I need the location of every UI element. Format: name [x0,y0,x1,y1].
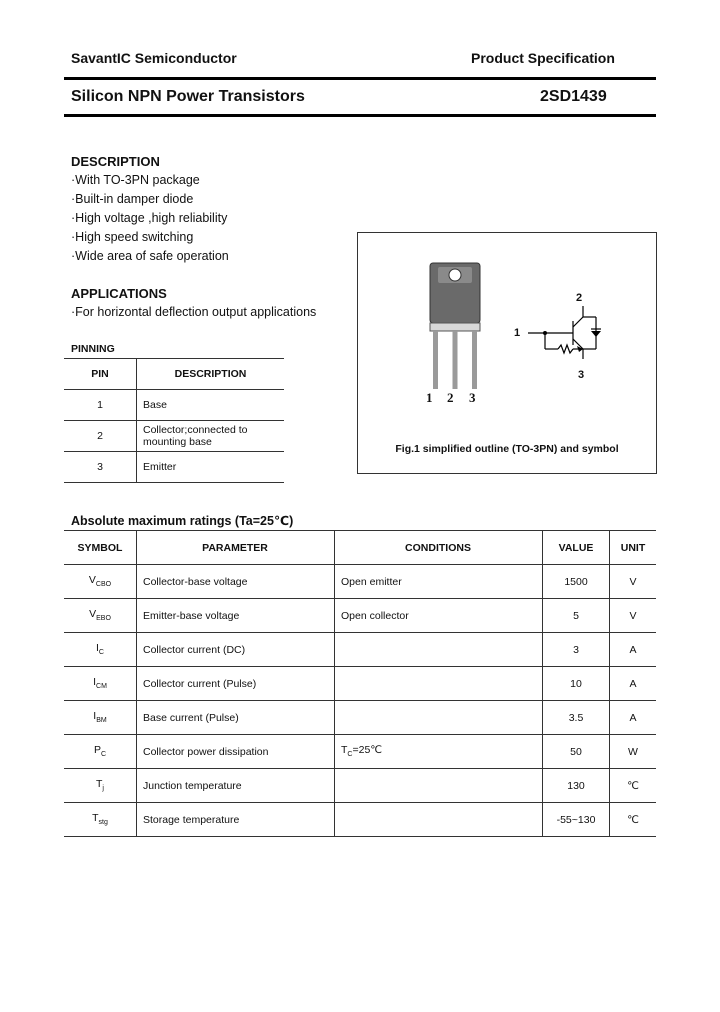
to3pn-package-illustration [358,233,656,433]
parameter-cell: Base current (Pulse) [137,701,335,735]
value-cell: 10 [543,667,610,701]
pin-header: PIN [64,359,137,390]
unit-cell: ℃ [610,769,657,803]
conditions-cell [335,667,543,701]
parameter-cell: Collector current (DC) [137,633,335,667]
pinning-table [64,358,284,483]
doc-type: Product Specification [471,50,615,66]
junction-dot [543,331,547,335]
table-row [64,599,656,633]
unit-cell: V [610,599,657,633]
symbol-collector-label: 2 [576,292,583,304]
applications-item: ·For horizontal deflection output applications [71,305,317,319]
table-row [64,769,656,803]
table-header-row [64,531,656,565]
symbol-emitter-label: 3 [578,369,585,381]
company-name: SavantIC Semiconductor [71,50,237,66]
unit-cell: A [610,701,657,735]
lead-2 [453,331,458,389]
value-cell: 5 [543,599,610,633]
applications-title: APPLICATIONS [71,286,167,301]
unit-header: UNIT [610,531,657,565]
list-item: ·Wide area of safe operation [71,249,229,263]
pin-description: Collector;connected to mounting base [137,421,285,452]
pin-number: 1 [64,390,137,421]
pinning-title: PINNING [71,343,115,355]
table-row [64,701,656,735]
list-item: ·Built-in damper diode [71,192,194,206]
value-cell: 3 [543,633,610,667]
product-line: Silicon NPN Power Transistors [71,88,305,105]
symbol-cell: $I_{CM}$ [64,667,137,701]
table-row [64,735,656,769]
conditions-cell [335,769,543,803]
pin-desc-header: DESCRIPTION [137,359,285,390]
value-cell: 130 [543,769,610,803]
list-item: ·With TO-3PN package [71,173,200,187]
table-row [64,633,656,667]
unit-cell: V [610,565,657,599]
header-rule-top [64,77,656,80]
parameter-cell: Storage temperature [137,803,335,837]
conditions-header: CONDITIONS [335,531,543,565]
value-cell: 50 [543,735,610,769]
lead-1 [433,331,438,389]
value-cell: -55~130 [543,803,610,837]
symbol-cell: $T_{stg}$ [64,803,137,837]
parameter-cell: Junction temperature [137,769,335,803]
description-list [71,171,229,266]
conditions-cell: Open collector [335,599,543,633]
description-title: DESCRIPTION [71,154,160,169]
pin-description: Emitter [137,452,285,483]
unit-cell: A [610,633,657,667]
fig-pin-label-1: 1 [426,390,433,405]
ratings-table [64,530,656,837]
table-row [64,667,656,701]
conditions-cell [335,803,543,837]
table-row [64,452,284,483]
list-item: ·High speed switching [71,230,194,244]
symbol-cell: $T_j$ [64,769,137,803]
damper-diode-icon [591,331,601,337]
table-row [64,390,284,421]
pin-description: Base [137,390,285,421]
conditions-cell: Open emitter [335,565,543,599]
package-base [430,323,480,331]
parameter-cell: Collector-base voltage [137,565,335,599]
unit-cell: ℃ [610,803,657,837]
table-header-row [64,359,284,390]
npn-transistor-symbol [528,306,596,359]
conditions-cell [335,701,543,735]
table-row [64,803,656,837]
pin-number: 2 [64,421,137,452]
table-row [64,565,656,599]
symbol-cell: $V_{EBO}$ [64,599,137,633]
lead-3 [472,331,477,389]
unit-cell: W [610,735,657,769]
fig-pin-label-2: 2 [447,390,454,405]
value-cell: 1500 [543,565,610,599]
pin-number: 3 [64,452,137,483]
symbol-cell: $P_C$ [64,735,137,769]
figure-caption: Fig.1 simplified outline (TO-3PN) and symbol [395,443,619,455]
mounting-hole [449,269,461,281]
ratings-title: Absolute maximum ratings (Ta=25℃) [71,514,294,528]
unit-cell: A [610,667,657,701]
part-number: 2SD1439 [540,88,607,105]
header-rule-bottom [64,114,656,117]
symbol-cell: $V_{CBO}$ [64,565,137,599]
conditions-cell: $T_C=25℃$ [335,735,543,769]
parameter-cell: Emitter-base voltage [137,599,335,633]
symbol-header: SYMBOL [64,531,137,565]
symbol-cell: $I_{BM}$ [64,701,137,735]
symbol-cell: $I_C$ [64,633,137,667]
parameter-cell: Collector current (Pulse) [137,667,335,701]
parameter-header: PARAMETER [137,531,335,565]
parameter-cell: Collector power dissipation [137,735,335,769]
value-cell: 3.5 [543,701,610,735]
fig-pin-label-3: 3 [469,390,476,405]
figure-box [357,232,657,474]
conditions-cell [335,633,543,667]
table-row [64,421,284,452]
symbol-base-label: 1 [514,327,521,339]
list-item: ·High voltage ,high reliability [71,211,228,225]
value-header: VALUE [543,531,610,565]
